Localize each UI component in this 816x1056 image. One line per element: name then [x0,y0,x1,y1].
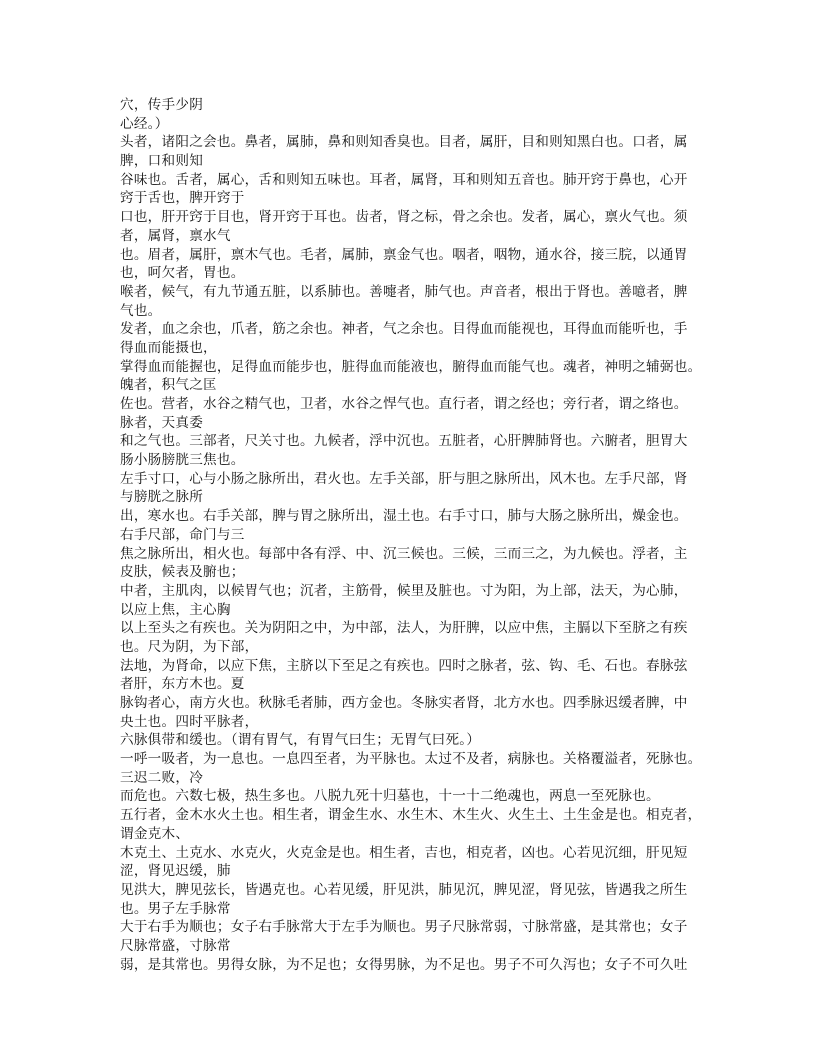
text-line: 也。尺为阴，为下部， [120,638,259,655]
text-line: 脾，口和则知 [120,153,204,170]
text-line: 谷味也。舌者，属心，舌和则知五味也。耳者，属肾，耳和则知五音也。肺开窍于鼻也，心开 [120,171,688,188]
text-line: 中者，主肌肉，以候胃气也；沉者，主筋骨，候里及脏也。寸为阳，为上部，法天，为心肺， [120,582,688,599]
text-line: 佐也。营者，水谷之精气也，卫者，水谷之悍气也。直行者，谓之经也；旁行者，谓之络也。 [120,396,688,412]
text-line: 五行者，金木水火土也。相生者，谓金生水、水生木、木生火、火生土、土生金是也。相克者， [120,807,702,824]
text-line: 气也。 [120,302,162,319]
text-line: 得血而能摄也， [120,339,217,356]
text-line: 三迟二败，冷 [120,769,204,786]
text-line: 法地，为肾命，以应下焦，主脐以下至足之有疾也。四时之脉者，弦、钩、毛、石也。春脉弦 [120,657,688,674]
text-line: 以应上焦，主心胸 [120,601,231,618]
text-line: 与膀胱之脉所 [120,489,204,506]
text-line: 涩，肾见迟缓，肺 [120,863,231,880]
text-line: 喉者，候气，有九节通五脏，以系肺也。善嚏者，肺气也。声音者，根出于肾也。善噫者，脾 [120,283,688,300]
text-line: 弱，是其常也。男得女脉，为不足也；女得男脉，为不足也。男子不可久泻也；女子不可久吐 [120,956,688,973]
text-line: 魄者，积气之匡 [120,377,217,394]
text-line: 者，属肾，禀水气 [120,227,231,244]
document-page [120,96,702,974]
text-line: 也。眉者，属肝，禀木气也。毛者，属肺，禀金气也。咽者，咽物，通水谷，接三脘，以通胃 [120,246,688,263]
text-line: 六脉俱带和缓也。（谓有胃气，有胃气曰生；无胃气曰死。） [120,732,481,749]
text-line: 头者，诸阳之会也。鼻者，属肺，鼻和则知香臭也。目者，属肝，目和则知黑白也。口者，属 [120,134,688,151]
text-line: 谓金克木、 [120,825,190,842]
text-line: 大于右手为顺也；女子右手脉常大于左手为顺也。男子尺脉常弱，寸脉常盛，是其常也；女子 [120,919,688,936]
text-line: 也，呵欠者，胃也。 [120,265,245,282]
text-line: 一呼一吸者，为一息也。一息四至者，为平脉也。太过不及者，病脉也。关格覆溢者，死脉也。 [120,751,702,768]
text-line: 脉钩者心，南方火也。秋脉毛者肺，西方金也。冬脉实者肾，北方水也。四季脉迟缓者脾，中 [120,695,688,711]
text-line: 右手尺部，命门与三 [120,526,245,543]
text-line: 和之气也。三部者，尺关寸也。九候者，浮中沉也。五脏者，心肝脾肺肾也。六腑者，胆胃大 [120,433,688,450]
text-line: 者肝，东方木也。夏 [120,676,245,693]
text-line: 穴，传手少阴 [120,97,204,113]
text-line: 心经。） [120,115,169,132]
text-line: 央土也。四时平脉者， [120,713,259,730]
text-line: 而危也。六数七极，热生多也。八脱九死十归墓也，十一十二绝魂也，两息一至死脉也。 [120,788,660,805]
text-line: 发者，血之余也，爪者，筋之余也。神者，气之余也。目得血而能视也，耳得血而能听也，手 [120,321,688,338]
text-line: 也。男子左手脉常 [120,900,231,917]
text-line: 木克土、土克水、水克火，火克金是也。相生者，吉也，相克者，凶也。心若见沉细，肝见短 [120,844,688,861]
text-line: 焦之脉所出，相火也。每部中各有浮、中、沉三候也。三候，三而三之，为九候也。浮者，主 [120,545,688,562]
text-line: 以上至头之有疾也。关为阴阳之中，为中部，法人，为肝脾，以应中焦，主膈以下至脐之有疾 [120,620,688,637]
text-line: 口也，肝开窍于目也，肾开窍于耳也。齿者，肾之标，骨之余也。发者，属心，禀火气也。须 [120,209,688,226]
text-line: 出，寒水也。右手关部，脾与胃之脉所出，湿土也。右手寸口，肺与大肠之脉所出，燥金也。 [120,508,688,525]
text-line: 见洪大，脾见弦长，皆遇克也。心若见缓，肝见洪，肺见沉，脾见涩，肾见弦，皆遇我之所生 [120,881,688,898]
text-line: 脉者，天真委 [120,414,204,431]
text-line: 窍于舌也，脾开窍于 [120,190,245,207]
text-line: 掌得血而能握也，足得血而能步也，脏得血而能液也，腑得血而能气也。魂者，神明之辅弼也。 [120,358,702,375]
text-line: 皮肤，候表及腑也； [120,564,245,581]
text-line: 左手寸口，心与小肠之脉所出，君火也。左手关部，肝与胆之脉所出，风木也。左手尺部，肾 [120,470,688,487]
text-line: 肠小肠膀胱三焦也。 [120,452,245,469]
text-line: 尺脉常盛，寸脉常 [120,937,231,954]
